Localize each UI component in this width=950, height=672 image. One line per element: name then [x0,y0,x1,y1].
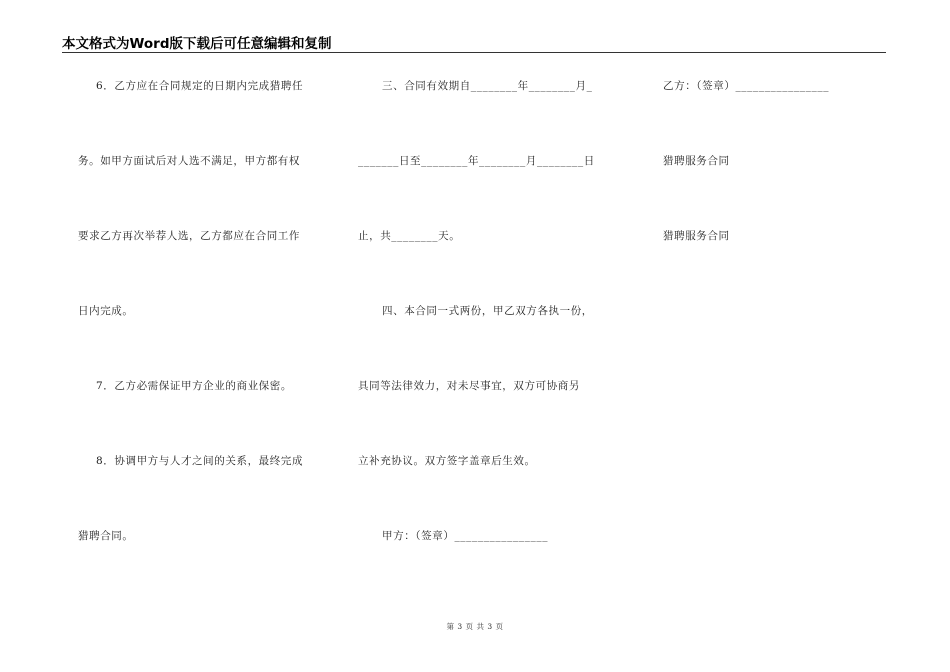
left-line-4: 日内完成。 [78,305,134,317]
left-line-5: 7．乙方必需保证甲方企业的商业保密。 [96,380,292,392]
left-line-7: 猎聘合同。 [78,530,134,542]
page-number-footer: 第 3 页 共 3 页 [446,622,504,631]
middle-line-7: 甲方：（签章）________________ [382,530,549,542]
right-line-3: 猎聘服务合同 [663,230,730,242]
header-divider [62,52,886,53]
left-line-3: 要求乙方再次举荐人选，乙方都应在合同工作 [78,230,300,242]
left-line-6: 8．协调甲方与人才之间的关系，最终完成 [96,455,304,467]
middle-line-3: 止，共________天。 [358,230,461,242]
right-line-1: 乙方：（签章）________________ [663,80,830,92]
document-header-title: 本文格式为Word版下载后可任意编辑和复制 [62,36,332,52]
left-line-2: 务。如甲方面试后对人选不满足，甲方都有权 [78,155,300,167]
middle-line-1: 三、合同有效期自________年________月_ [382,80,593,92]
middle-line-2: _______日至________年________月________日 [358,155,595,167]
left-line-1: 6．乙方应在合同规定的日期内完成猎聘任 [96,80,304,92]
middle-line-5: 具同等法律效力，对未尽事宜，双方可协商另 [358,380,580,392]
right-line-2: 猎聘服务合同 [663,155,730,167]
middle-line-4: 四、本合同一式两份，甲乙双方各执一份， [382,305,593,317]
middle-line-6: 立补充协议。双方签字盖章后生效。 [358,455,536,467]
